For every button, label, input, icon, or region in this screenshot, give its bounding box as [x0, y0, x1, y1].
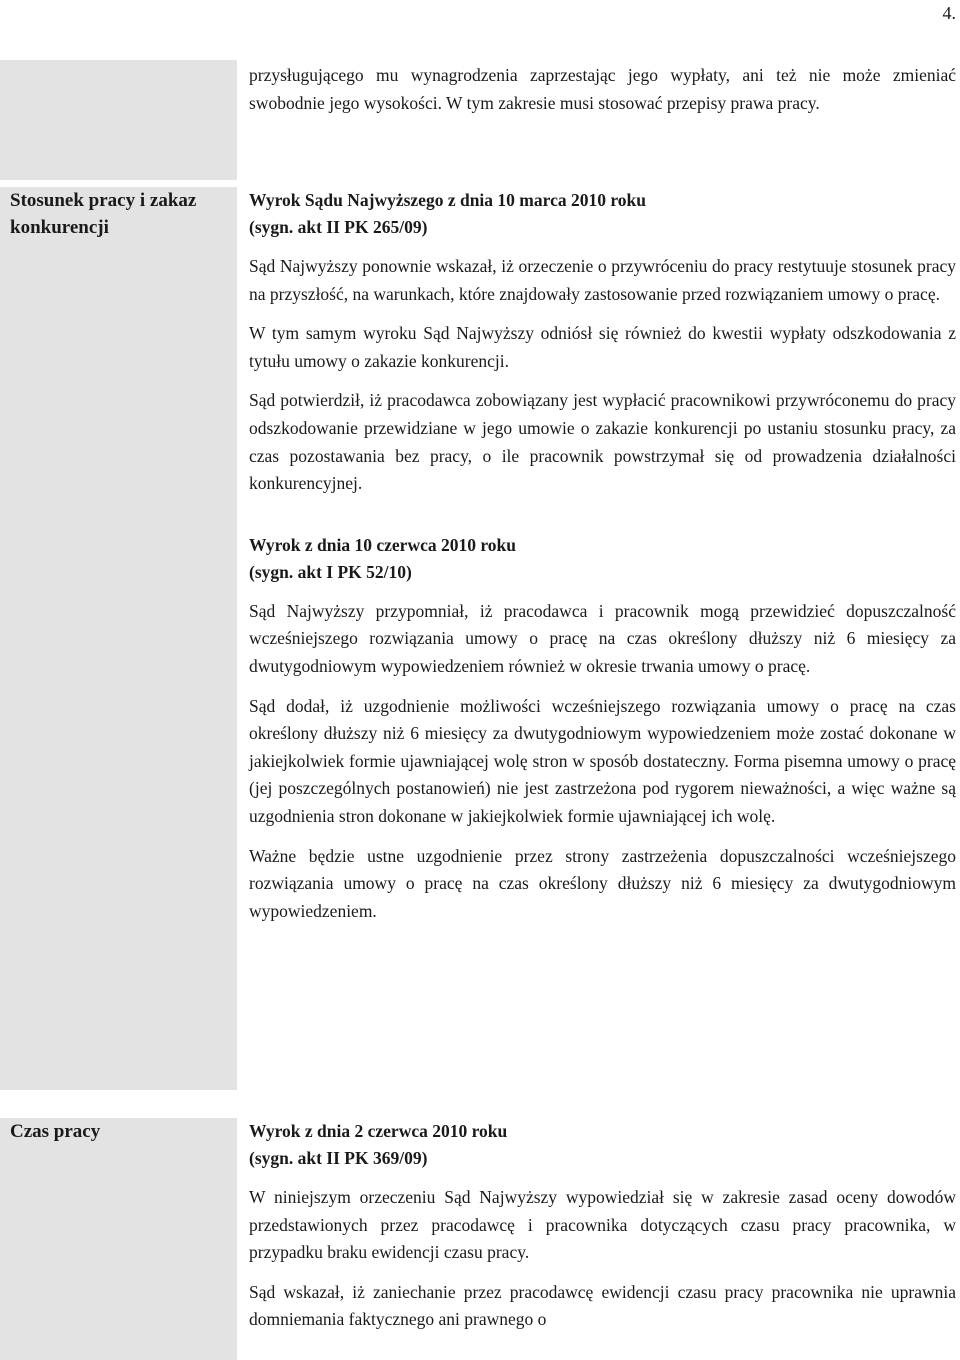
paragraph: Sąd Najwyższy przypomniał, iż pracodawca i pracownik mogą przewidzieć dopuszczalność wcześniejszego rozwiązania umowy o pracę na czas określony dłuższy niż 6 miesięcy za dwutygodniowym wypowiedzeniem również w okresie trwania umowy o pracę. — [249, 600, 956, 676]
paragraph: Sąd potwierdził, iż pracodawca zobowiązany jest wypłacić pracownikowi przywróconemu do pracy odszkodowanie przewidziane w jego umowie o zakazie konkurencji po ustaniu stosunku pracy, za czas pozostawania bez pracy, o ile pracownik powstrzymał się od prowadzenia działalności konkurencyjnej. — [249, 390, 956, 494]
ruling-title: Wyrok Sądu Najwyższego z dnia 10 marca 2010 roku — [249, 190, 647, 210]
paragraph: W niniejszym orzeczeniu Sąd Najwyższy wypowiedział się w zakresie zasad oceny dowodów przedstawionych przez pracodawcę i pracownika dotyczących czasu pracy pracownika, w przypadku braku ewidencji czasu pracy. — [249, 1187, 956, 1263]
paragraph: Ważne będzie ustne uzgodnienie przez strony zastrzeżenia dopuszczalności wcześniejszego rozwiązania umowy o pracę na czas określony dłuższy niż 6 miesięcy za dwutygodniowym wypowiedzeniem. — [249, 845, 956, 921]
section-sidebar — [0, 60, 237, 180]
ruling-heading — [249, 1118, 956, 1172]
section-body — [237, 187, 960, 1090]
ruling-reference: (sygn. akt II PK 265/09) — [249, 217, 428, 237]
section-sidebar — [0, 1118, 237, 1360]
section-heading: Czas pracy — [10, 1121, 101, 1142]
ruling-title: Wyrok z dnia 2 czerwca 2010 roku — [249, 1121, 508, 1141]
section-sidebar — [0, 187, 237, 1090]
ruling-reference: (sygn. akt I PK 52/10) — [249, 561, 412, 582]
ruling-reference: (sygn. akt II PK 369/09) — [249, 1148, 428, 1168]
paragraph: Sąd wskazał, iż zaniechanie przez pracodawcę ewidencji czasu pracy pracownika nie uprawnia domniemania faktycznego ani prawnego o — [249, 1281, 956, 1330]
page-number: 4. — [942, 3, 956, 23]
section-body — [237, 60, 960, 180]
ruling-title: Wyrok z dnia 10 czerwca 2010 roku — [249, 534, 517, 555]
paragraph: Sąd dodał, iż uzgodnienie możliwości wcześniejszego rozwiązania umowy o pracę na czas określony dłuższy niż 6 miesięcy za dwutygodniowym wypowiedzeniem może zostać dokonane w jakiejkolwiek formie ujawniającej wolę stron w sposób dostateczny. Forma pisemna umowy o pracę (jej poszczególnych postanowień) nie jest zastrzeżona pod rygorem nieważności, a więc ważne są uzgodnienia stron dokonane w jakiejkolwiek formie ujawniającej ich wolę. — [249, 695, 956, 826]
section-working-time — [0, 1118, 960, 1360]
section-employment-noncompete — [0, 187, 960, 1090]
paragraph: przysługującego mu wynagrodzenia zaprzestając jego wypłaty, ani też nie może zmieniać swobodnie jego wysokości. W tym zakresie musi stosować przepisy prawa pracy. — [249, 65, 956, 113]
paragraph: Sąd Najwyższy ponownie wskazał, iż orzeczenie o przywróceniu do pracy restytuuje stosunek pracy na przyszłość, na warunkach, które znajdowały zastosowanie przed rozwiązaniem umowy o pracę. — [249, 256, 956, 304]
ruling-heading — [249, 187, 956, 241]
paragraph: W tym samym wyroku Sąd Najwyższy odniósł się również do kwestii wypłaty odszkodowania z tytułu umowy o zakazie konkurencji. — [249, 323, 956, 371]
section-heading: Stosunek pracy i zakaz konkurencji — [10, 190, 197, 238]
section-body — [237, 1118, 960, 1360]
section-continuation — [0, 60, 960, 180]
ruling-heading — [249, 532, 956, 586]
spacer — [249, 510, 956, 532]
